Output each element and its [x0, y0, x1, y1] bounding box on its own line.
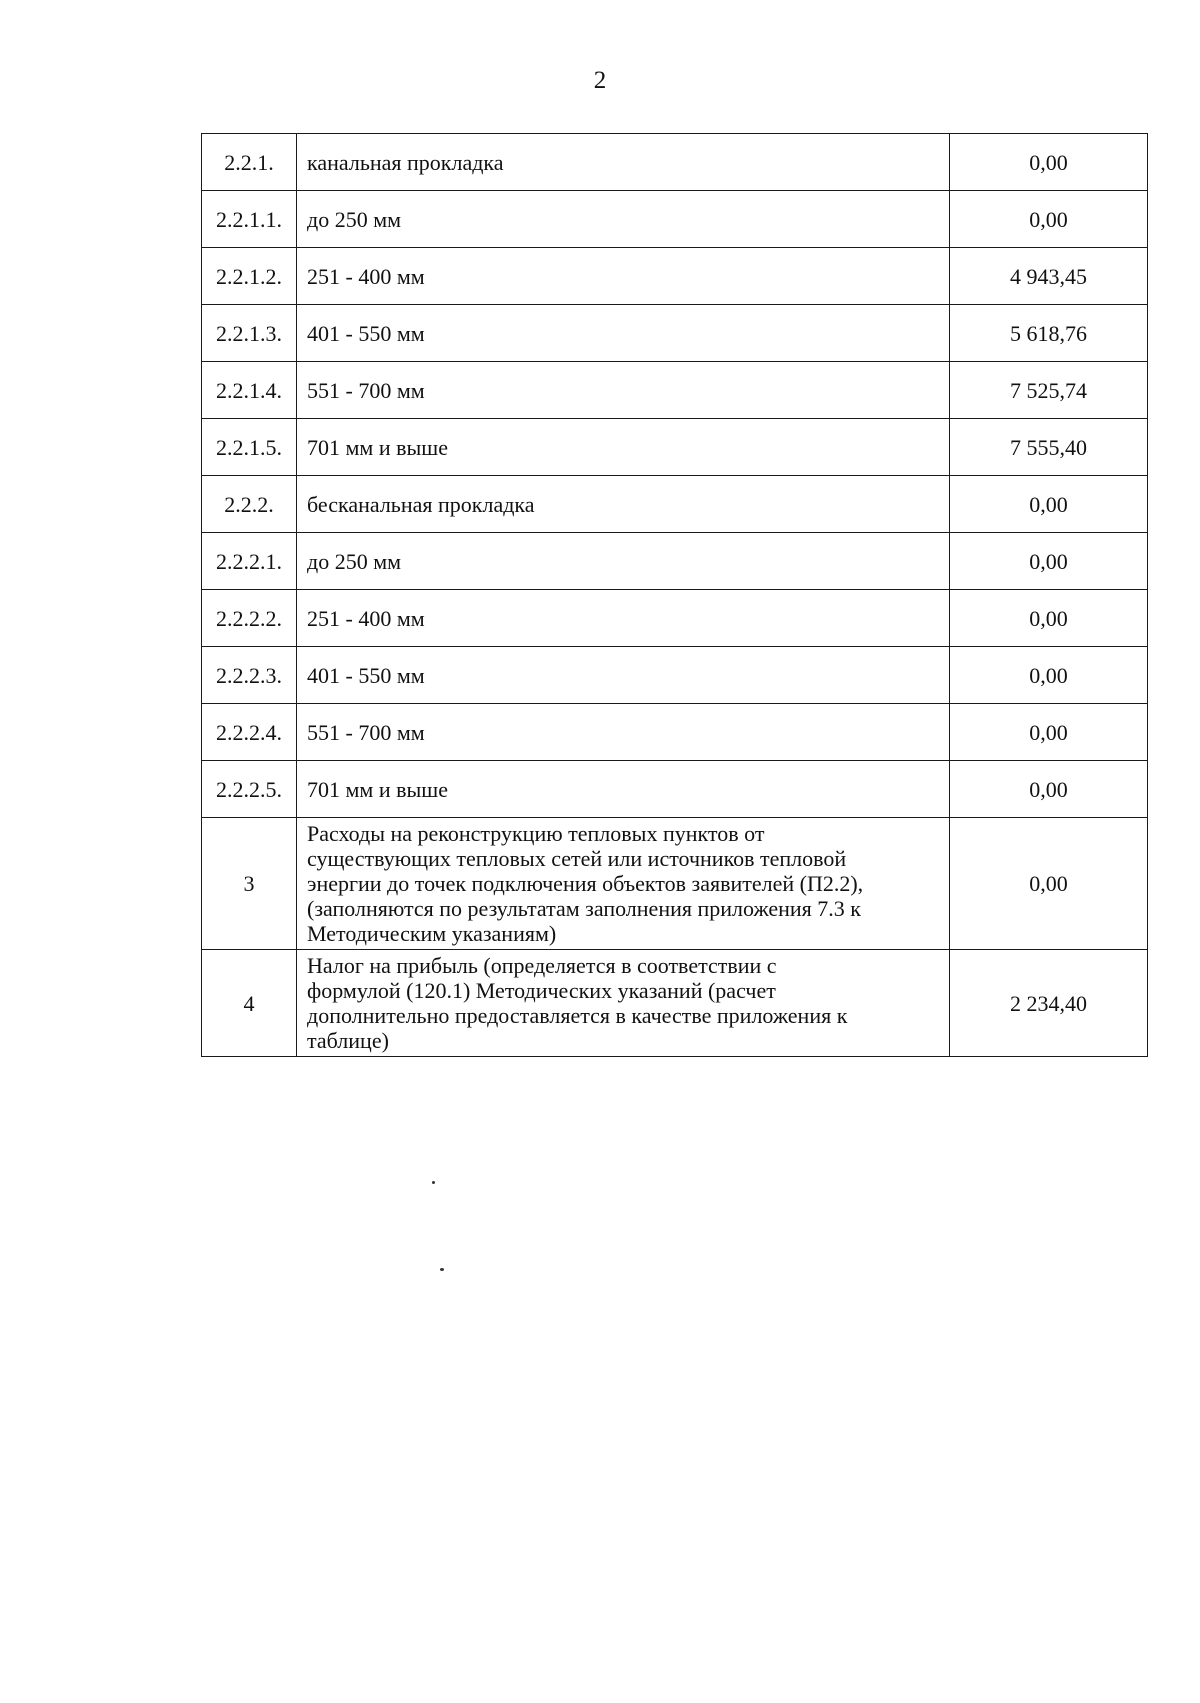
row-name: до 250 мм [297, 191, 950, 248]
table-row [202, 191, 1148, 248]
row-number: 2.2.1.4. [202, 362, 297, 419]
table-row [202, 362, 1148, 419]
row-name-line: существующих тепловых сетей или источников тепловой [307, 846, 847, 871]
table-row [202, 647, 1148, 704]
row-value: 0,00 [950, 704, 1148, 761]
row-name-line: (заполняются по результатам заполнения приложения 7.3 к [307, 896, 861, 921]
row-value: 0,00 [950, 476, 1148, 533]
row-name: 251 - 400 мм [297, 248, 950, 305]
row-number: 4 [202, 950, 297, 1057]
row-name: 551 - 700 мм [297, 362, 950, 419]
row-number: 2.2.2.5. [202, 761, 297, 818]
row-name: 701 мм и выше [297, 761, 950, 818]
scan-speck [432, 1181, 435, 1184]
row-number: 2.2.1. [202, 134, 297, 191]
row-name: 701 мм и выше [297, 419, 950, 476]
table-row [202, 590, 1148, 647]
row-name: бесканальная прокладка [297, 476, 950, 533]
row-name-line: Методическим указаниям) [307, 921, 557, 946]
row-value: 0,00 [950, 191, 1148, 248]
table-row [202, 533, 1148, 590]
page-number: 2 [593, 67, 607, 94]
row-value: 7 555,40 [950, 419, 1148, 476]
table-row [202, 134, 1148, 191]
table-row [202, 950, 1148, 1057]
row-name-line: таблице) [307, 1028, 389, 1053]
table-row [202, 248, 1148, 305]
cost-table [201, 133, 1148, 1057]
row-value: 0,00 [950, 818, 1148, 950]
row-name: 251 - 400 мм [297, 590, 950, 647]
table-row [202, 476, 1148, 533]
row-value: 5 618,76 [950, 305, 1148, 362]
row-value: 0,00 [950, 647, 1148, 704]
row-name: 401 - 550 мм [297, 647, 950, 704]
row-number: 2.2.2.1. [202, 533, 297, 590]
row-number: 2.2.2.4. [202, 704, 297, 761]
row-name-line: формулой (120.1) Методических указаний (расчет [307, 978, 776, 1003]
row-number: 2.2.2. [202, 476, 297, 533]
row-name-line: Расходы на реконструкцию тепловых пунктов от [307, 821, 765, 846]
row-name-line: энергии до точек подключения объектов заявителей (П2.2), [307, 871, 864, 896]
row-number: 3 [202, 818, 297, 950]
row-value: 0,00 [950, 533, 1148, 590]
row-value: 7 525,74 [950, 362, 1148, 419]
row-value: 0,00 [950, 134, 1148, 191]
row-value: 2 234,40 [950, 950, 1148, 1057]
row-name-line: Налог на прибыль (определяется в соответствии с [307, 953, 777, 978]
table-row [202, 704, 1148, 761]
table-row [202, 761, 1148, 818]
row-name: до 250 мм [297, 533, 950, 590]
row-value: 0,00 [950, 590, 1148, 647]
row-name: 401 - 550 мм [297, 305, 950, 362]
row-name-multiline [297, 950, 950, 1057]
row-number: 2.2.1.1. [202, 191, 297, 248]
table-row [202, 305, 1148, 362]
row-value: 4 943,45 [950, 248, 1148, 305]
row-number: 2.2.2.3. [202, 647, 297, 704]
row-number: 2.2.1.3. [202, 305, 297, 362]
table-row [202, 818, 1148, 950]
row-name: канальная прокладка [297, 134, 950, 191]
row-number: 2.2.1.5. [202, 419, 297, 476]
row-name-line: дополнительно предоставляется в качестве приложения к [307, 1003, 848, 1028]
row-value: 0,00 [950, 761, 1148, 818]
row-number: 2.2.1.2. [202, 248, 297, 305]
scan-speck [440, 1268, 444, 1271]
row-name: 551 - 700 мм [297, 704, 950, 761]
row-number: 2.2.2.2. [202, 590, 297, 647]
table-row [202, 419, 1148, 476]
row-name-multiline [297, 818, 950, 950]
